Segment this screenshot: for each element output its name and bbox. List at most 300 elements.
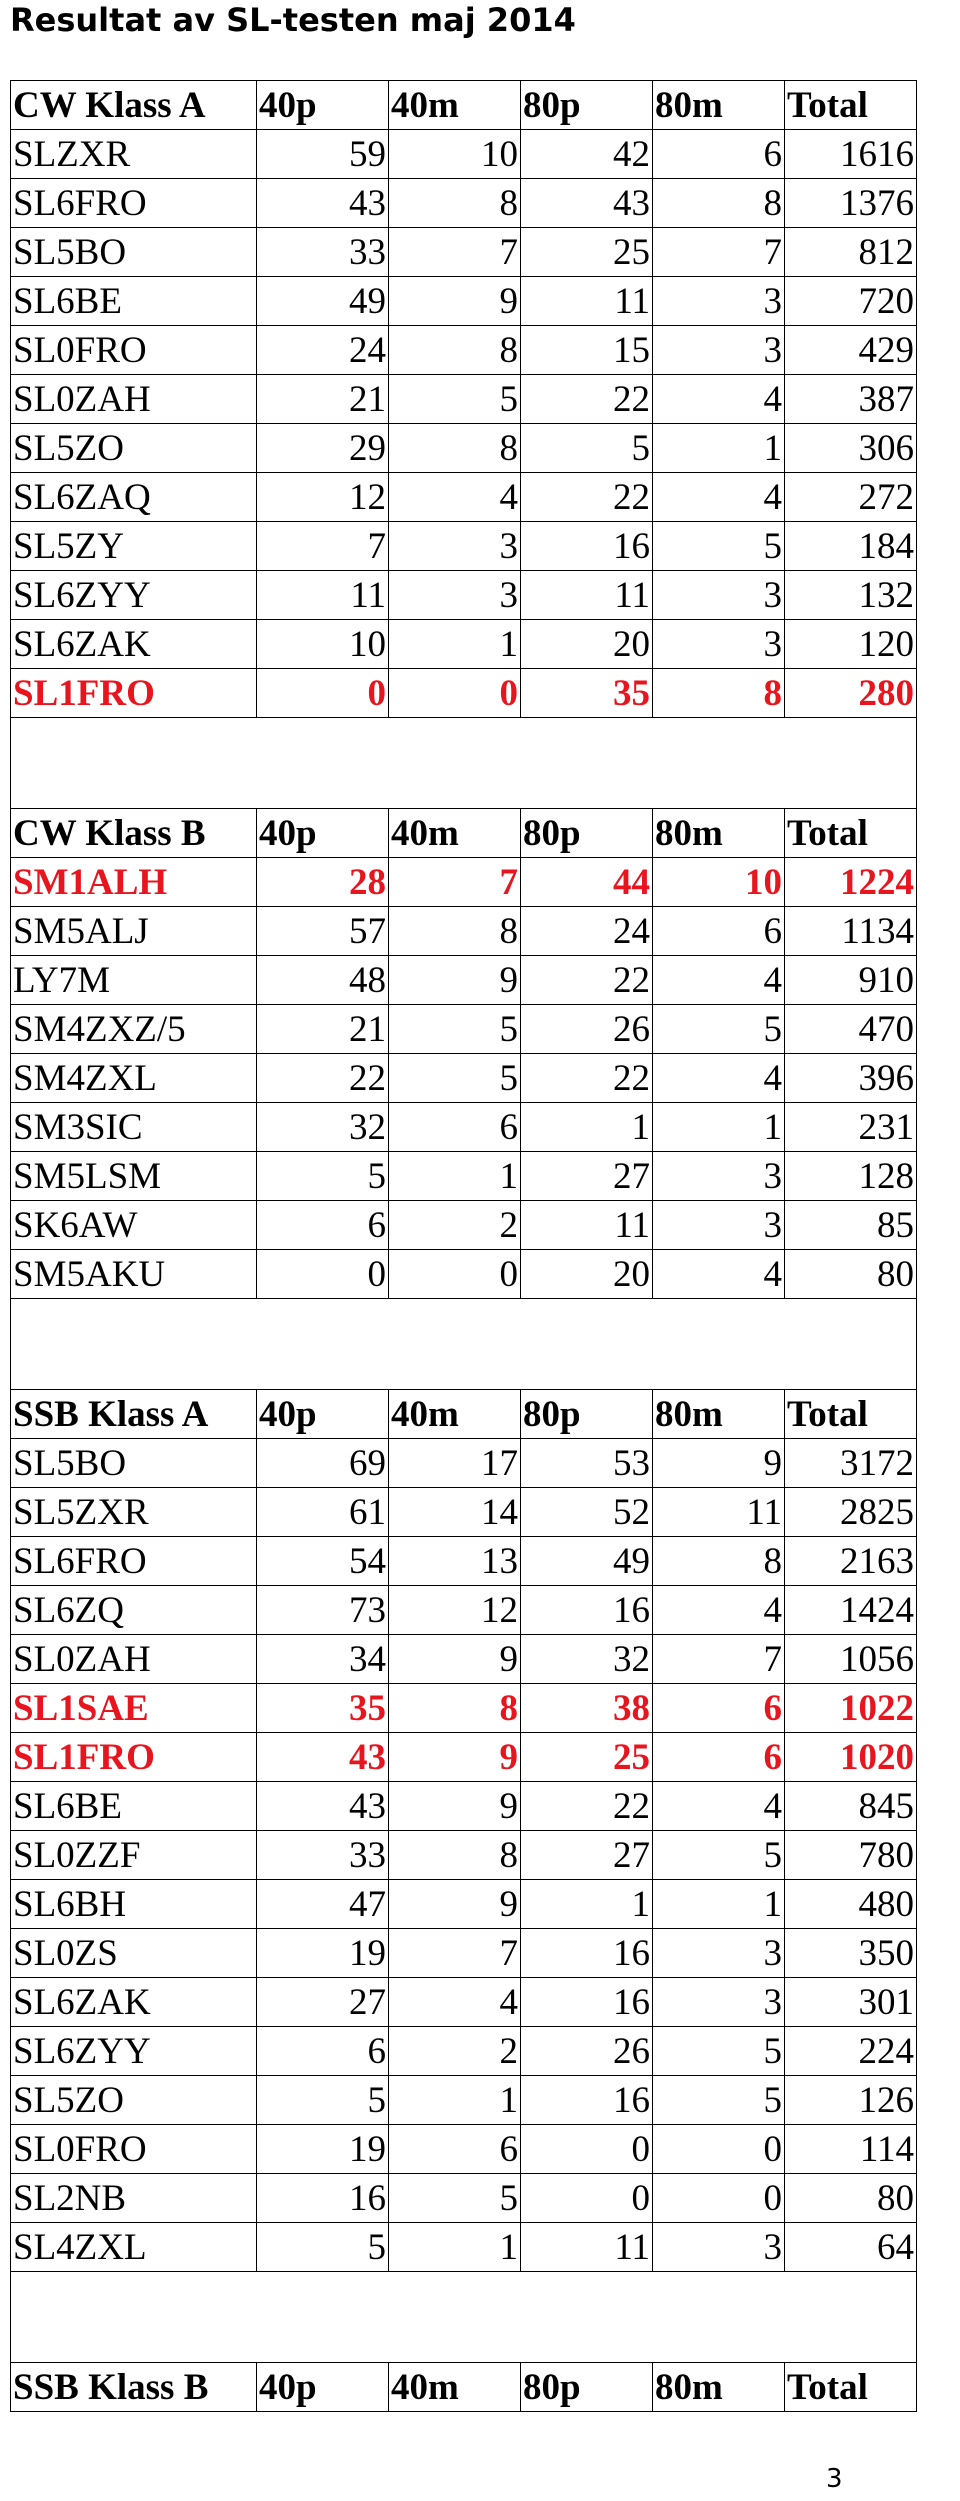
score-cell: 5 — [389, 1005, 521, 1054]
table-row — [11, 2027, 917, 2076]
score-cell: 16 — [521, 1929, 653, 1978]
callsign-cell: SL4ZXL — [11, 2223, 257, 2272]
column-header: 40p — [257, 1390, 389, 1439]
score-cell: 27 — [521, 1152, 653, 1201]
callsign-cell: SM1ALH — [11, 858, 257, 907]
score-cell: 43 — [257, 1733, 389, 1782]
score-cell: 4 — [653, 1250, 785, 1299]
score-cell: 22 — [521, 956, 653, 1005]
score-cell: 3 — [653, 620, 785, 669]
table-row — [11, 228, 917, 277]
score-cell: 21 — [257, 375, 389, 424]
score-cell: 9 — [389, 956, 521, 1005]
section-header-row — [11, 809, 917, 858]
column-header: 80p — [521, 1390, 653, 1439]
section-title: CW Klass A — [11, 81, 257, 130]
column-header: 80p — [521, 809, 653, 858]
callsign-cell: SLZXR — [11, 130, 257, 179]
total-cell: 128 — [785, 1152, 917, 1201]
score-cell: 9 — [653, 1439, 785, 1488]
score-cell: 11 — [521, 277, 653, 326]
column-header: 40p — [257, 2363, 389, 2412]
score-cell: 59 — [257, 130, 389, 179]
total-cell: 3172 — [785, 1439, 917, 1488]
table-row — [11, 130, 917, 179]
table-row — [11, 2174, 917, 2223]
spacer-cell — [11, 1299, 917, 1390]
score-cell: 10 — [389, 130, 521, 179]
callsign-cell: SL5ZO — [11, 424, 257, 473]
score-cell: 12 — [389, 1586, 521, 1635]
total-cell: 224 — [785, 2027, 917, 2076]
total-cell: 429 — [785, 326, 917, 375]
results-table — [10, 80, 917, 2412]
total-cell: 114 — [785, 2125, 917, 2174]
total-cell: 480 — [785, 1880, 917, 1929]
column-header: 40m — [389, 809, 521, 858]
table-row — [11, 1103, 917, 1152]
score-cell: 57 — [257, 907, 389, 956]
score-cell: 43 — [257, 1782, 389, 1831]
table-row — [11, 179, 917, 228]
score-cell: 7 — [389, 858, 521, 907]
score-cell: 43 — [257, 179, 389, 228]
table-row — [11, 1586, 917, 1635]
table-row — [11, 1488, 917, 1537]
score-cell: 61 — [257, 1488, 389, 1537]
score-cell: 34 — [257, 1635, 389, 1684]
score-cell: 27 — [257, 1978, 389, 2027]
score-cell: 5 — [521, 424, 653, 473]
score-cell: 38 — [521, 1684, 653, 1733]
score-cell: 33 — [257, 228, 389, 277]
score-cell: 5 — [653, 1831, 785, 1880]
score-cell: 6 — [653, 907, 785, 956]
section-title: SSB Klass B — [11, 2363, 257, 2412]
column-header: 40m — [389, 2363, 521, 2412]
total-cell: 64 — [785, 2223, 917, 2272]
score-cell: 24 — [521, 907, 653, 956]
score-cell: 22 — [521, 375, 653, 424]
score-cell: 6 — [653, 1733, 785, 1782]
section-header-row — [11, 2363, 917, 2412]
score-cell: 1 — [389, 2076, 521, 2125]
callsign-cell: SM5AKU — [11, 1250, 257, 1299]
callsign-cell: SL1SAE — [11, 1684, 257, 1733]
score-cell: 14 — [389, 1488, 521, 1537]
callsign-cell: LY7M — [11, 956, 257, 1005]
score-cell: 0 — [257, 669, 389, 718]
score-cell: 0 — [389, 1250, 521, 1299]
section-spacer — [11, 1299, 917, 1390]
score-cell: 19 — [257, 1929, 389, 1978]
score-cell: 52 — [521, 1488, 653, 1537]
score-cell: 3 — [653, 571, 785, 620]
total-cell: 1022 — [785, 1684, 917, 1733]
score-cell: 4 — [653, 956, 785, 1005]
score-cell: 26 — [521, 1005, 653, 1054]
section-header-row — [11, 1390, 917, 1439]
total-cell: 1224 — [785, 858, 917, 907]
table-row — [11, 1005, 917, 1054]
score-cell: 6 — [653, 130, 785, 179]
total-cell: 1056 — [785, 1635, 917, 1684]
table-row — [11, 858, 917, 907]
callsign-cell: SL5ZO — [11, 2076, 257, 2125]
column-header: Total — [785, 2363, 917, 2412]
score-cell: 8 — [389, 1684, 521, 1733]
callsign-cell: SM3SIC — [11, 1103, 257, 1152]
total-cell: 910 — [785, 956, 917, 1005]
column-header: Total — [785, 81, 917, 130]
score-cell: 48 — [257, 956, 389, 1005]
score-cell: 16 — [521, 522, 653, 571]
spacer-cell — [11, 718, 917, 809]
total-cell: 231 — [785, 1103, 917, 1152]
score-cell: 35 — [521, 669, 653, 718]
total-cell: 80 — [785, 2174, 917, 2223]
score-cell: 29 — [257, 424, 389, 473]
score-cell: 5 — [653, 1005, 785, 1054]
callsign-cell: SM5LSM — [11, 1152, 257, 1201]
spacer-cell — [11, 2272, 917, 2363]
total-cell: 1134 — [785, 907, 917, 956]
column-header: Total — [785, 1390, 917, 1439]
score-cell: 5 — [257, 2223, 389, 2272]
table-row — [11, 277, 917, 326]
score-cell: 43 — [521, 179, 653, 228]
column-header: 80m — [653, 809, 785, 858]
table-row — [11, 2076, 917, 2125]
section-header-row — [11, 81, 917, 130]
score-cell: 3 — [389, 522, 521, 571]
column-header: 40m — [389, 1390, 521, 1439]
score-cell: 24 — [257, 326, 389, 375]
score-cell: 6 — [257, 2027, 389, 2076]
score-cell: 11 — [521, 2223, 653, 2272]
score-cell: 0 — [653, 2125, 785, 2174]
table-row — [11, 907, 917, 956]
callsign-cell: SM4ZXZ/5 — [11, 1005, 257, 1054]
callsign-cell: SL0ZAH — [11, 375, 257, 424]
callsign-cell: SL6ZAK — [11, 620, 257, 669]
total-cell: 1020 — [785, 1733, 917, 1782]
score-cell: 53 — [521, 1439, 653, 1488]
score-cell: 49 — [521, 1537, 653, 1586]
score-cell: 0 — [521, 2125, 653, 2174]
score-cell: 7 — [257, 522, 389, 571]
score-cell: 2 — [389, 2027, 521, 2076]
score-cell: 22 — [521, 473, 653, 522]
score-cell: 16 — [521, 1978, 653, 2027]
score-cell: 1 — [653, 424, 785, 473]
score-cell: 9 — [389, 1635, 521, 1684]
callsign-cell: SL5BO — [11, 1439, 257, 1488]
score-cell: 44 — [521, 858, 653, 907]
callsign-cell: SK6AW — [11, 1201, 257, 1250]
callsign-cell: SL5ZY — [11, 522, 257, 571]
score-cell: 9 — [389, 1880, 521, 1929]
score-cell: 11 — [257, 571, 389, 620]
score-cell: 6 — [389, 2125, 521, 2174]
score-cell: 32 — [257, 1103, 389, 1152]
table-row — [11, 1201, 917, 1250]
table-row — [11, 1250, 917, 1299]
callsign-cell: SL1FRO — [11, 669, 257, 718]
score-cell: 5 — [389, 375, 521, 424]
callsign-cell: SL0FRO — [11, 2125, 257, 2174]
score-cell: 7 — [653, 228, 785, 277]
score-cell: 4 — [653, 375, 785, 424]
table-row — [11, 1054, 917, 1103]
column-header: 40m — [389, 81, 521, 130]
score-cell: 69 — [257, 1439, 389, 1488]
score-cell: 1 — [653, 1880, 785, 1929]
score-cell: 9 — [389, 1733, 521, 1782]
column-header: 80m — [653, 81, 785, 130]
score-cell: 3 — [653, 1201, 785, 1250]
section-spacer — [11, 718, 917, 809]
score-cell: 22 — [521, 1782, 653, 1831]
score-cell: 54 — [257, 1537, 389, 1586]
score-cell: 11 — [521, 1201, 653, 1250]
score-cell: 7 — [653, 1635, 785, 1684]
table-row — [11, 1152, 917, 1201]
score-cell: 11 — [653, 1488, 785, 1537]
callsign-cell: SL0ZZF — [11, 1831, 257, 1880]
table-row — [11, 669, 917, 718]
total-cell: 80 — [785, 1250, 917, 1299]
score-cell: 73 — [257, 1586, 389, 1635]
table-row — [11, 522, 917, 571]
total-cell: 1424 — [785, 1586, 917, 1635]
callsign-cell: SL6ZAQ — [11, 473, 257, 522]
score-cell: 1 — [389, 620, 521, 669]
score-cell: 22 — [257, 1054, 389, 1103]
score-cell: 3 — [653, 326, 785, 375]
table-row — [11, 424, 917, 473]
score-cell: 5 — [257, 2076, 389, 2125]
score-cell: 7 — [389, 1929, 521, 1978]
score-cell: 5 — [389, 2174, 521, 2223]
score-cell: 9 — [389, 277, 521, 326]
score-cell: 20 — [521, 1250, 653, 1299]
score-cell: 0 — [653, 2174, 785, 2223]
score-cell: 1 — [653, 1103, 785, 1152]
column-header: 40p — [257, 809, 389, 858]
score-cell: 3 — [653, 1929, 785, 1978]
score-cell: 8 — [389, 424, 521, 473]
score-cell: 7 — [389, 228, 521, 277]
callsign-cell: SL6FRO — [11, 1537, 257, 1586]
score-cell: 13 — [389, 1537, 521, 1586]
score-cell: 8 — [389, 326, 521, 375]
table-row — [11, 1978, 917, 2027]
total-cell: 396 — [785, 1054, 917, 1103]
score-cell: 8 — [653, 1537, 785, 1586]
score-cell: 1 — [389, 1152, 521, 1201]
score-cell: 8 — [389, 907, 521, 956]
callsign-cell: SL6ZYY — [11, 571, 257, 620]
callsign-cell: SL6ZQ — [11, 1586, 257, 1635]
score-cell: 8 — [389, 179, 521, 228]
total-cell: 387 — [785, 375, 917, 424]
table-row — [11, 1439, 917, 1488]
total-cell: 2825 — [785, 1488, 917, 1537]
total-cell: 1376 — [785, 179, 917, 228]
score-cell: 8 — [653, 179, 785, 228]
table-row — [11, 473, 917, 522]
score-cell: 3 — [653, 1978, 785, 2027]
score-cell: 0 — [389, 669, 521, 718]
callsign-cell: SL5BO — [11, 228, 257, 277]
total-cell: 184 — [785, 522, 917, 571]
total-cell: 120 — [785, 620, 917, 669]
score-cell: 6 — [653, 1684, 785, 1733]
score-cell: 25 — [521, 228, 653, 277]
section-title: SSB Klass A — [11, 1390, 257, 1439]
score-cell: 2 — [389, 1201, 521, 1250]
callsign-cell: SL6FRO — [11, 179, 257, 228]
column-header: 80m — [653, 2363, 785, 2412]
score-cell: 16 — [521, 1586, 653, 1635]
score-cell: 5 — [389, 1054, 521, 1103]
score-cell: 15 — [521, 326, 653, 375]
callsign-cell: SL6ZYY — [11, 2027, 257, 2076]
score-cell: 3 — [653, 1152, 785, 1201]
column-header: 80p — [521, 81, 653, 130]
score-cell: 6 — [389, 1103, 521, 1152]
total-cell: 350 — [785, 1929, 917, 1978]
score-cell: 3 — [653, 2223, 785, 2272]
column-header: Total — [785, 809, 917, 858]
page-title: Resultat av SL-testen maj 2014 — [10, 1, 576, 39]
score-cell: 26 — [521, 2027, 653, 2076]
score-cell: 5 — [257, 1152, 389, 1201]
total-cell: 301 — [785, 1978, 917, 2027]
total-cell: 126 — [785, 2076, 917, 2125]
score-cell: 0 — [257, 1250, 389, 1299]
callsign-cell: SL6BH — [11, 1880, 257, 1929]
score-cell: 27 — [521, 1831, 653, 1880]
score-cell: 10 — [257, 620, 389, 669]
score-cell: 42 — [521, 130, 653, 179]
score-cell: 5 — [653, 2027, 785, 2076]
score-cell: 25 — [521, 1733, 653, 1782]
table-row — [11, 571, 917, 620]
score-cell: 4 — [653, 1054, 785, 1103]
score-cell: 32 — [521, 1635, 653, 1684]
table-row — [11, 2223, 917, 2272]
total-cell: 85 — [785, 1201, 917, 1250]
score-cell: 4 — [653, 1586, 785, 1635]
score-cell: 16 — [257, 2174, 389, 2223]
score-cell: 3 — [653, 277, 785, 326]
total-cell: 812 — [785, 228, 917, 277]
callsign-cell: SL6ZAK — [11, 1978, 257, 2027]
total-cell: 2163 — [785, 1537, 917, 1586]
score-cell: 16 — [521, 2076, 653, 2125]
total-cell: 280 — [785, 669, 917, 718]
score-cell: 6 — [257, 1201, 389, 1250]
section-title: CW Klass B — [11, 809, 257, 858]
score-cell: 5 — [653, 522, 785, 571]
column-header: 80p — [521, 2363, 653, 2412]
table-row — [11, 1635, 917, 1684]
callsign-cell: SL0ZAH — [11, 1635, 257, 1684]
score-cell: 8 — [389, 1831, 521, 1880]
score-cell: 1 — [521, 1103, 653, 1152]
table-row — [11, 620, 917, 669]
total-cell: 470 — [785, 1005, 917, 1054]
score-cell: 11 — [521, 571, 653, 620]
table-row — [11, 1733, 917, 1782]
callsign-cell: SL0ZS — [11, 1929, 257, 1978]
score-cell: 49 — [257, 277, 389, 326]
score-cell: 8 — [653, 669, 785, 718]
score-cell: 0 — [521, 2174, 653, 2223]
table-row — [11, 375, 917, 424]
score-cell: 4 — [653, 473, 785, 522]
score-cell: 20 — [521, 620, 653, 669]
score-cell: 19 — [257, 2125, 389, 2174]
score-cell: 33 — [257, 1831, 389, 1880]
callsign-cell: SL1FRO — [11, 1733, 257, 1782]
table-row — [11, 956, 917, 1005]
score-cell: 5 — [653, 2076, 785, 2125]
score-cell: 10 — [653, 858, 785, 907]
score-cell: 22 — [521, 1054, 653, 1103]
total-cell: 132 — [785, 571, 917, 620]
score-cell: 21 — [257, 1005, 389, 1054]
score-cell: 28 — [257, 858, 389, 907]
total-cell: 720 — [785, 277, 917, 326]
table-row — [11, 1537, 917, 1586]
total-cell: 306 — [785, 424, 917, 473]
score-cell: 9 — [389, 1782, 521, 1831]
table-row — [11, 1880, 917, 1929]
callsign-cell: SL6BE — [11, 277, 257, 326]
table-row — [11, 326, 917, 375]
score-cell: 17 — [389, 1439, 521, 1488]
score-cell: 3 — [389, 571, 521, 620]
score-cell: 4 — [389, 1978, 521, 2027]
score-cell: 1 — [521, 1880, 653, 1929]
callsign-cell: SM4ZXL — [11, 1054, 257, 1103]
score-cell: 47 — [257, 1880, 389, 1929]
score-cell: 4 — [653, 1782, 785, 1831]
score-cell: 35 — [257, 1684, 389, 1733]
total-cell: 845 — [785, 1782, 917, 1831]
callsign-cell: SL5ZXR — [11, 1488, 257, 1537]
column-header: 80m — [653, 1390, 785, 1439]
callsign-cell: SM5ALJ — [11, 907, 257, 956]
page-number: 3 — [826, 2464, 843, 2494]
callsign-cell: SL0FRO — [11, 326, 257, 375]
table-row — [11, 1929, 917, 1978]
score-cell: 4 — [389, 473, 521, 522]
score-cell: 1 — [389, 2223, 521, 2272]
table-row — [11, 2125, 917, 2174]
table-row — [11, 1782, 917, 1831]
callsign-cell: SL6BE — [11, 1782, 257, 1831]
total-cell: 272 — [785, 473, 917, 522]
total-cell: 1616 — [785, 130, 917, 179]
callsign-cell: SL2NB — [11, 2174, 257, 2223]
table-row — [11, 1684, 917, 1733]
score-cell: 12 — [257, 473, 389, 522]
section-spacer — [11, 2272, 917, 2363]
